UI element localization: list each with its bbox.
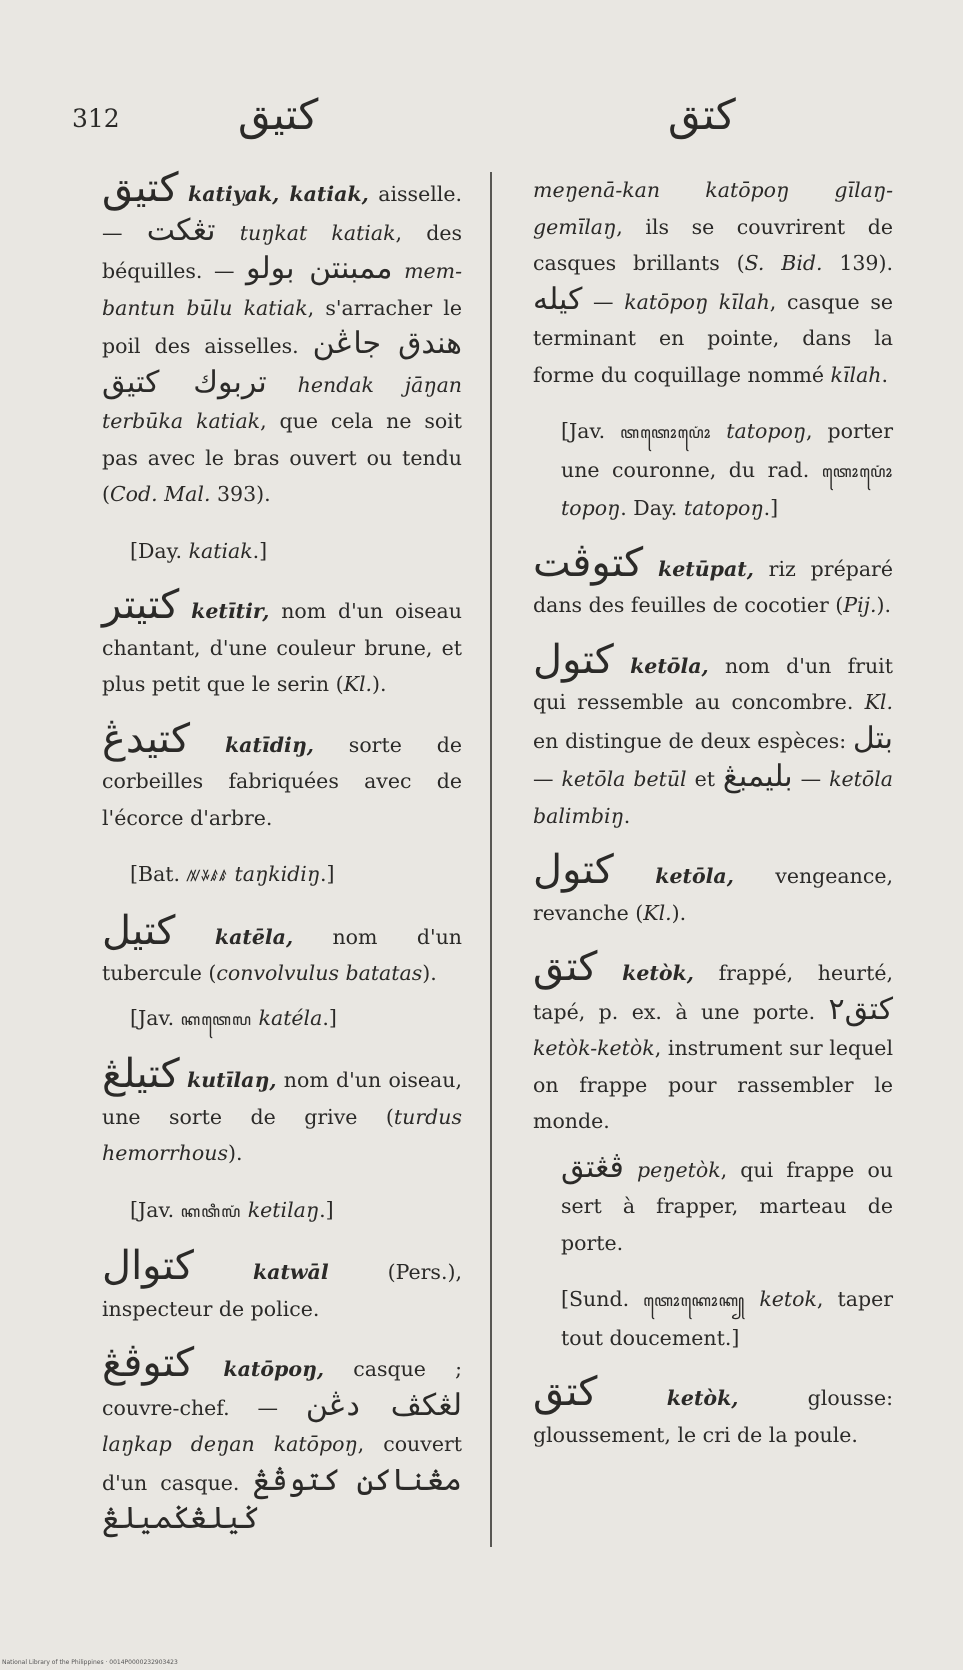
entry-ketola-fruit — [533, 636, 893, 835]
note-text: , taper tout doucement.] — [561, 1287, 894, 1350]
arabic-headword: كتوڤت — [533, 539, 644, 586]
note-text: [Jav. — [130, 1005, 181, 1030]
note-word: katiak — [188, 538, 253, 563]
source-ref: Cod. Mal. — [110, 482, 211, 506]
definition: 393). — [210, 482, 271, 506]
definition: glousse: gloussement, le cri de la poule. — [533, 1386, 893, 1447]
headword: ketòk, — [666, 1386, 739, 1410]
transliteration: ketòk-ketòk — [533, 1036, 655, 1060]
arabic-headword: كتوڤڠ — [102, 1340, 195, 1386]
headword: ketītir, — [191, 599, 270, 623]
definition: en distingue de deux espèces: — [533, 728, 853, 753]
arabic-phrase: بليمبڠ — [722, 759, 793, 794]
definition: nom d'un fruit qui ressemble au concombre. — [533, 653, 893, 714]
headword: ketōla, — [630, 653, 709, 678]
arabic-phrase: بتل — [852, 720, 893, 756]
right-column — [533, 172, 893, 1473]
etymology-note — [102, 533, 462, 570]
arabic-headword: كتيل — [102, 907, 176, 954]
transliteration: tuŋkat katiak — [215, 220, 396, 245]
arabic-headword: كتيق — [102, 165, 179, 211]
headword: katēla, — [214, 924, 294, 949]
etymology-note — [533, 413, 893, 527]
javanese-script: ꦠꦠꦺꦴꦥꦺꦴꦁ — [620, 423, 712, 442]
javanese-script: ꦠꦺꦴꦥꦺꦴꦁ — [821, 461, 893, 481]
note-word: ketok — [745, 1287, 817, 1311]
headword: ketūpat, — [658, 556, 754, 581]
arabic-headword: كتيلڠ — [102, 1051, 180, 1097]
note-text: [Bat. — [130, 862, 187, 886]
definition: , des béquilles. — — [102, 220, 462, 283]
headword: katīdiŋ, — [224, 732, 314, 757]
definition: , ils se couvrirent de casques brillants ( — [533, 214, 893, 275]
definition: sorte de corbeilles fabriquées avec de l'écorce d'arbre. — [102, 732, 462, 830]
definition: . — [623, 803, 631, 828]
transliteration: laŋkap deŋan katōpoŋ — [102, 1432, 358, 1456]
source-ref: Kl. — [643, 900, 672, 925]
batak-script: ꤲꤸꤹꤹ — [186, 866, 228, 885]
arabic-headword: كتق — [533, 944, 598, 990]
note-text: [Jav. — [561, 419, 621, 443]
transliteration: hendak jāŋan terbūka katiak — [102, 372, 462, 433]
definition: , instrument sur lequel on frappe pour rassembler le monde. — [533, 1036, 893, 1133]
entry-ketupat — [533, 539, 893, 624]
entry-katopong-continued — [533, 172, 893, 393]
arabic-phrase: هندق جاڠن تربوك كتيق — [102, 326, 462, 400]
definition: (Pers.), inspecteur de police. — [102, 1260, 462, 1321]
definition: ). — [422, 961, 437, 985]
note-word: tatopoŋ — [711, 419, 807, 443]
definition: nom d'un oiseau, une sorte de grive ( — [102, 1068, 462, 1129]
source-ref: S. Bid. — [744, 251, 823, 275]
arabic-phrase: لڠكڤ دڠن — [305, 1387, 462, 1423]
transliteration: katōpoŋ kīlah — [624, 289, 770, 314]
source-ref: Kl. — [343, 672, 373, 696]
latin-name: convolvulus batatas — [216, 961, 423, 985]
note-text: [Sund. — [561, 1287, 644, 1311]
note-word: taŋkidiŋ — [227, 862, 321, 886]
definition: — — [533, 767, 562, 791]
note-word: katéla — [252, 1005, 323, 1030]
transliteration: ketōla betūl — [561, 767, 687, 791]
definition: et — [686, 767, 723, 791]
source-ref: Pij. — [843, 593, 877, 617]
arabic-phrase: تڠكت — [146, 212, 216, 248]
etymology-note — [533, 1281, 893, 1356]
note-text: [Jav. — [130, 1197, 181, 1222]
note-text: . Day. — [620, 496, 684, 520]
entry-ketok-knock — [533, 944, 893, 1140]
definition: nom d'un oiseau chantant, d'une couleur brune, et plus petit que le serin ( — [102, 599, 462, 696]
definition: riz préparé dans des feuilles de cocotier ( — [533, 556, 893, 617]
javanese-script: ꦏꦠꦺꦭ — [180, 1009, 253, 1029]
transliteration: ketōla balimbiŋ — [533, 767, 893, 828]
definition: , couvert d'un casque. — [102, 1432, 462, 1495]
latin-name: turdus hemorrhous — [102, 1104, 462, 1165]
note-word: tatopoŋ — [683, 496, 764, 520]
source-ref: Kl. — [864, 690, 893, 714]
definition: ). — [671, 900, 687, 925]
headword: katwāl — [252, 1260, 329, 1284]
transliteration: mem-bantun būlu katiak — [102, 259, 463, 320]
arabic-phrase: ممبنتن بولو — [246, 251, 393, 286]
note-text: [Day. — [130, 538, 189, 563]
sundanese-script: ꦠꦺꦴꦏꦺꦴꦏ꧀ — [643, 1291, 746, 1310]
transliteration: kīlah — [830, 362, 882, 387]
definition: aisselle. — — [102, 182, 462, 245]
definition: — — [582, 289, 625, 314]
definition: , qui frappe ou sert à frapper, marteau de porte. — [561, 1157, 894, 1255]
definition: . — [881, 362, 889, 387]
note-word: ketilaŋ — [241, 1197, 320, 1222]
headword: ketòk, — [622, 961, 694, 985]
arabic-phrase: مڠناكن كتوڤڠ ݢيلڠݢميلڠ — [102, 1462, 462, 1536]
definition: nom d'un tubercule ( — [102, 924, 462, 985]
etymology-note — [102, 1000, 462, 1039]
arabic-headword: كتق — [533, 1369, 598, 1415]
headword: katōpoŋ, — [223, 1357, 325, 1381]
note-word: topoŋ — [561, 496, 621, 520]
headword: ketōla, — [655, 864, 734, 888]
definition: , s'arracher le poil des aisselles. — [102, 295, 462, 358]
column-divider — [490, 172, 492, 1547]
entry-ketitir — [102, 582, 462, 703]
arabic-headword: كتول — [533, 636, 614, 683]
definition: ). — [876, 593, 892, 617]
note-text: .] — [319, 1197, 334, 1222]
headword: katiyak, katiak, — [188, 182, 369, 206]
entry-katopong — [102, 1340, 462, 1540]
entry-ketok-cluck — [533, 1369, 893, 1453]
note-text: .] — [763, 496, 779, 520]
definition: ). — [372, 672, 387, 696]
entry-katiding — [102, 715, 462, 837]
definition: frappé, heurté, tapé, p. ex. à une porte. — [533, 961, 893, 1024]
etymology-note — [102, 1192, 462, 1231]
entry-katwal — [102, 1243, 462, 1327]
definition: , casque se terminant en pointe, dans la forme du coquillage nommé — [533, 289, 893, 387]
note-text: .] — [322, 1005, 337, 1030]
transliteration: meŋenā-kan katōpoŋ gīlaŋ-gemīlaŋ — [533, 178, 893, 239]
note-text: .] — [320, 862, 335, 886]
entry-katela — [102, 907, 462, 992]
definition: 139). — [822, 251, 893, 275]
arabic-headword: كتيتر — [102, 582, 180, 628]
arabic-phrase: كيله — [533, 281, 583, 317]
headword: kutīlaŋ, — [187, 1068, 277, 1092]
entry-kutilang — [102, 1051, 462, 1172]
javanese-script: ꦏꦠꦶꦭꦁ — [180, 1201, 242, 1221]
derived-form — [533, 1150, 893, 1262]
definition: vengeance, revanche ( — [533, 864, 893, 925]
left-running-head: كتيق — [238, 90, 319, 139]
arabic-phrase: كتق٢ — [828, 991, 893, 1027]
definition: casque ; couvre-chef. — — [102, 1357, 462, 1420]
right-running-head: كتق — [668, 90, 736, 139]
arabic-headword: كتوال — [102, 1243, 194, 1289]
note-text: , porter une couronne, du rad. — [561, 419, 893, 482]
left-column — [102, 165, 463, 1560]
arabic-headword: كتول — [533, 847, 614, 893]
page-number: 312 — [72, 104, 120, 133]
arabic-phrase: ڤڠتق — [561, 1149, 624, 1185]
transliteration: peŋetòk — [623, 1157, 721, 1182]
scan-footer: National Library of the Philippines · 0014P0000232903423 — [2, 1659, 178, 1666]
definition: ). — [227, 1141, 243, 1165]
entry-katiyak — [102, 165, 463, 513]
etymology-note — [102, 856, 462, 895]
note-text: .] — [252, 538, 268, 563]
entry-ketola-vengeance — [533, 847, 893, 931]
definition: , que cela ne soit pas avec le bras ouvert ou tendu ( — [102, 409, 462, 506]
definition: — — [792, 767, 830, 791]
arabic-headword: كتيدڠ — [102, 715, 191, 762]
